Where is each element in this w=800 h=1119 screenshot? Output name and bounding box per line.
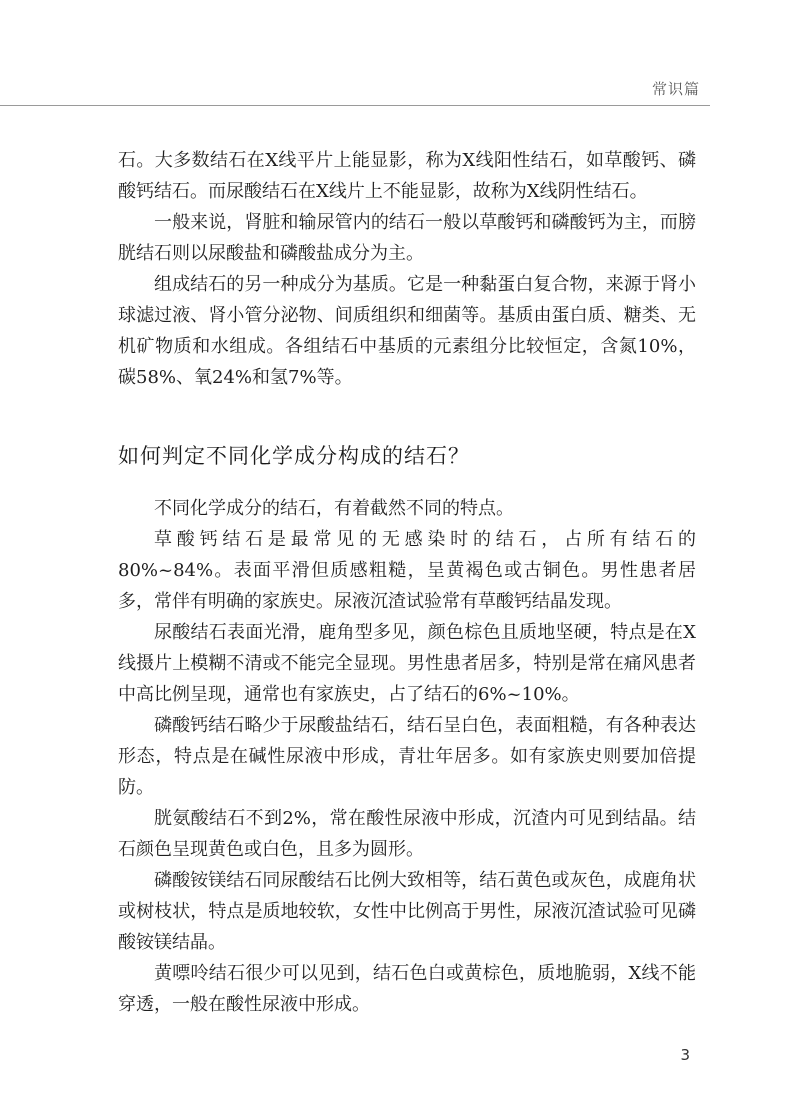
section-heading: 如何判定不同化学成分构成的结石？ [118,444,470,468]
paragraph: 不同化学成分的结石，有着截然不同的特点。 [154,498,514,519]
continued-text-block [118,145,696,393]
paragraph: 磷酸钙结石略少于尿酸盐结石，结石呈白色，表面粗糙，有各种表达形态，特点是在碱性尿液中形成，青壮年居多。如有家族史则要加倍提防。 [118,715,696,798]
paragraph: 草酸钙结石是最常见的无感染时的结石，占所有结石的80%~84%。表面平滑但质感粗糙，呈黄褐色或古铜色。男性患者居多，常伴有明确的家族史。尿液沉渣试验常有草酸钙结晶发现。 [118,529,696,612]
paragraph: 组成结石的另一种成分为基质。它是一种黏蛋白复合物，来源于肾小球滤过液、肾小管分泌物、间质组织和细菌等。基质由蛋白质、糖类、无机矿物质和水组成。各组结石中基质的元素组分比较恒定，含氮10%，碳58%、氧24%和氢7%等。 [118,274,696,388]
paragraph-continued: 石。大多数结石在X线平片上能显影，称为X线阳性结石，如草酸钙、磷酸钙结石。而尿酸结石在X线片上不能显影，故称为X线阴性结石。 [118,150,696,202]
paragraph: 磷酸铵镁结石同尿酸结石比例大致相等，结石黄色或灰色，成鹿角状或树枝状，特点是质地较软，女性中比例高于男性，尿液沉渣试验可见磷酸铵镁结晶。 [118,870,696,953]
header-rule [0,105,710,106]
paragraph: 一般来说，肾脏和输尿管内的结石一般以草酸钙和磷酸钙为主，而膀胱结石则以尿酸盐和磷酸盐成分为主。 [118,212,696,264]
running-head: 常识篇 [651,80,700,98]
page-number: 3 [680,1046,690,1064]
paragraph: 黄嘌呤结石很少可以见到，结石色白或黄棕色，质地脆弱，X线不能穿透，一般在酸性尿液中形成。 [118,963,696,1015]
section-text-block [118,493,696,1020]
paragraph: 胱氨酸结石不到2%，常在酸性尿液中形成，沉渣内可见到结晶。结石颜色呈现黄色或白色，且多为圆形。 [118,808,696,860]
paragraph: 尿酸结石表面光滑，鹿角型多见，颜色棕色且质地坚硬，特点是在X线摄片上模糊不清或不能完全显现。男性患者居多，特别是常在痛风患者中高比例呈现，通常也有家族史，占了结石的6%~10%。 [118,622,696,705]
